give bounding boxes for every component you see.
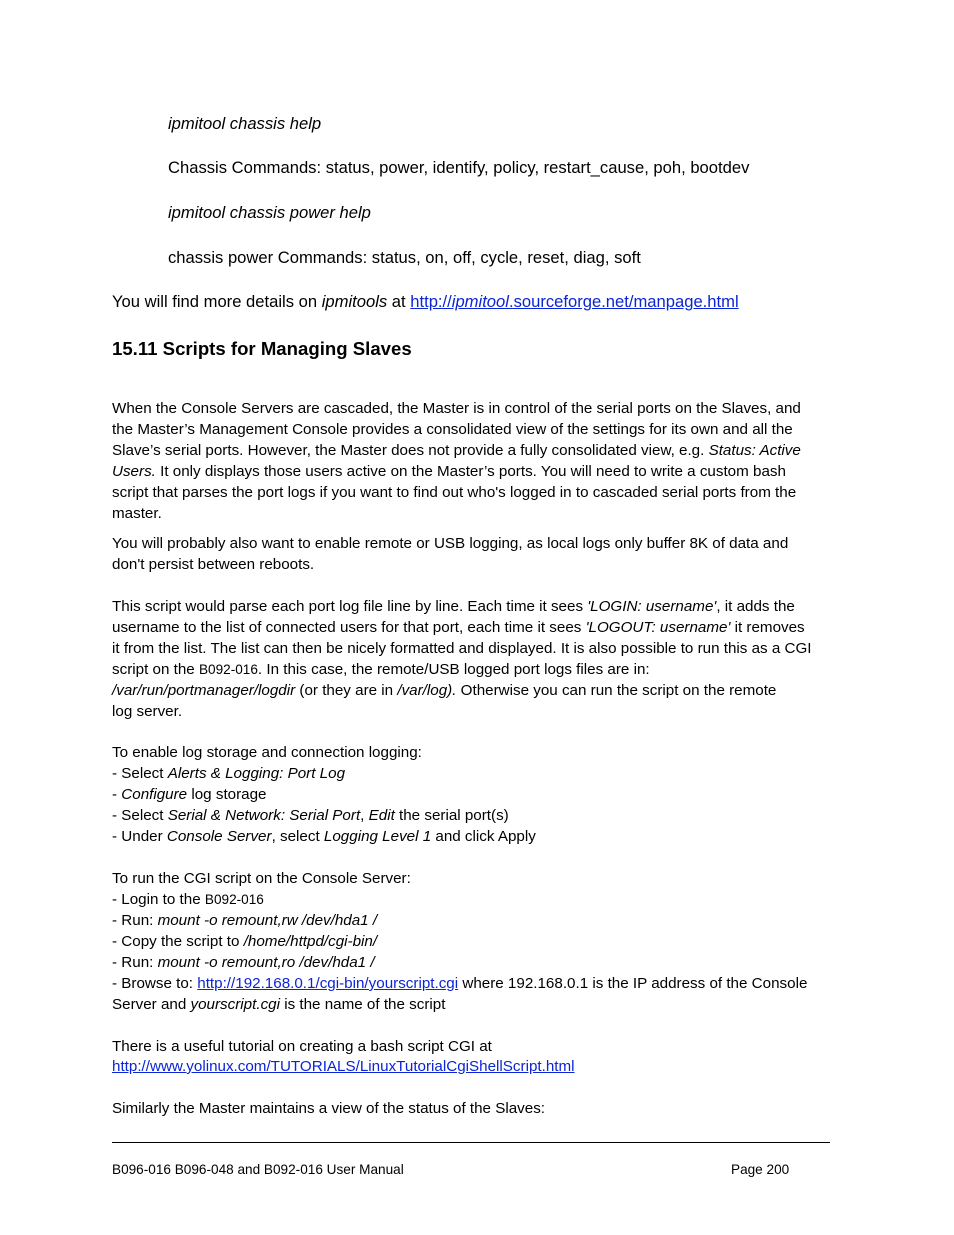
footer-divider — [112, 1142, 830, 1143]
p4-list-item: - Under Console Server, select Logging Level 1 and click Apply — [112, 828, 536, 845]
p2-line: You will probably also want to enable remote or USB logging, as local logs only buffer 8K of data and — [112, 535, 789, 552]
cgi-script-link[interactable]: http://192.168.0.1/cgi-bin/yourscript.cgi — [197, 975, 459, 992]
chassis-commands-output: Chassis Commands: status, power, identify, policy, restart_cause, poh, bootdev — [168, 158, 750, 177]
p4-line: To enable log storage and connection logging: — [112, 744, 422, 761]
p5-list-item: - Login to the B092-016 — [112, 891, 264, 908]
p1-line: the Master’s Management Console provides a consolidated view of the settings for its own and all the — [112, 421, 793, 438]
p5-list-item: - Run: mount -o remount,ro /dev/hda1 / — [112, 954, 375, 971]
ipmitool-manpage-link[interactable]: http://ipmitool.sourceforge.net/manpage.html — [410, 292, 739, 311]
section-heading: 15.11 Scripts for Managing Slaves — [112, 338, 412, 359]
p6-line: There is a useful tutorial on creating a bash script CGI at — [112, 1038, 492, 1055]
p4-list-item: - Select Serial & Network: Serial Port, Edit the serial port(s) — [112, 807, 509, 824]
p5-line: Server and yourscript.cgi is the name of the script — [112, 996, 446, 1013]
p1-line: Slave’s serial ports. However, the Master does not provide a fully consolidated view, e.g. Status: Active — [112, 442, 801, 459]
p3-line: it from the list. The list can then be nicely formatted and displayed. It is also possible to run this as a CGI — [112, 640, 812, 657]
p3-line: log server. — [112, 703, 183, 720]
p3-line: /var/run/portmanager/logdir (or they are in /var/log). Otherwise you can run the script on the remote — [112, 682, 777, 699]
p1-line: Users. It only displays those users active on the Master’s ports. You will need to write a custom bash — [112, 463, 786, 480]
details-sentence: You will find more details on ipmitools at http://ipmitool.sourceforge.net/manpage.html — [112, 292, 739, 311]
p6-line — [112, 1057, 575, 1077]
p4-list-item: - Configure log storage — [112, 786, 267, 803]
footer-manual-title: B096-016 B096-048 and B092-016 User Manual — [112, 1162, 404, 1177]
p5-list-item: - Browse to: http://192.168.0.1/cgi-bin/yourscript.cgi where 192.168.0.1 is the IP address of the Console — [112, 975, 808, 992]
p4-list-item: - Select Alerts & Logging: Port Log — [112, 765, 346, 782]
p2-line: don't persist between reboots. — [112, 556, 315, 573]
p1-line: script that parses the port logs if you want to find out who's logged in to cascaded serial ports from the — [112, 484, 797, 501]
p5-line: To run the CGI script on the Console Server: — [112, 870, 411, 887]
p3-line: This script would parse each port log file line by line. Each time it sees 'LOGIN: username', it adds the — [112, 598, 795, 615]
command-chassis-help: ipmitool chassis help — [168, 114, 322, 133]
p5-list-item: - Copy the script to /home/httpd/cgi-bin/ — [112, 933, 378, 950]
p5-list-item: - Run: mount -o remount,rw /dev/hda1 / — [112, 912, 378, 929]
footer-page-number: Page 200 — [731, 1162, 790, 1177]
chassis-power-commands-output: chassis power Commands: status, on, off, cycle, reset, diag, soft — [168, 248, 641, 267]
p1-line: When the Console Servers are cascaded, the Master is in control of the serial ports on the Slaves, and — [112, 400, 801, 417]
p3-line: username to the list of connected users for that port, each time it sees 'LOGOUT: username' it removes — [112, 619, 805, 636]
command-chassis-power-help: ipmitool chassis power help — [168, 203, 371, 222]
p7-line: Similarly the Master maintains a view of the status of the Slaves: — [112, 1100, 546, 1117]
yolinux-tutorial-link[interactable]: http://www.yolinux.com/TUTORIALS/LinuxTutorialCgiShellScript.html — [112, 1058, 575, 1075]
p3-line: script on the B092-016. In this case, the remote/USB logged port logs files are in: — [112, 661, 650, 678]
p1-line: master. — [112, 505, 162, 522]
